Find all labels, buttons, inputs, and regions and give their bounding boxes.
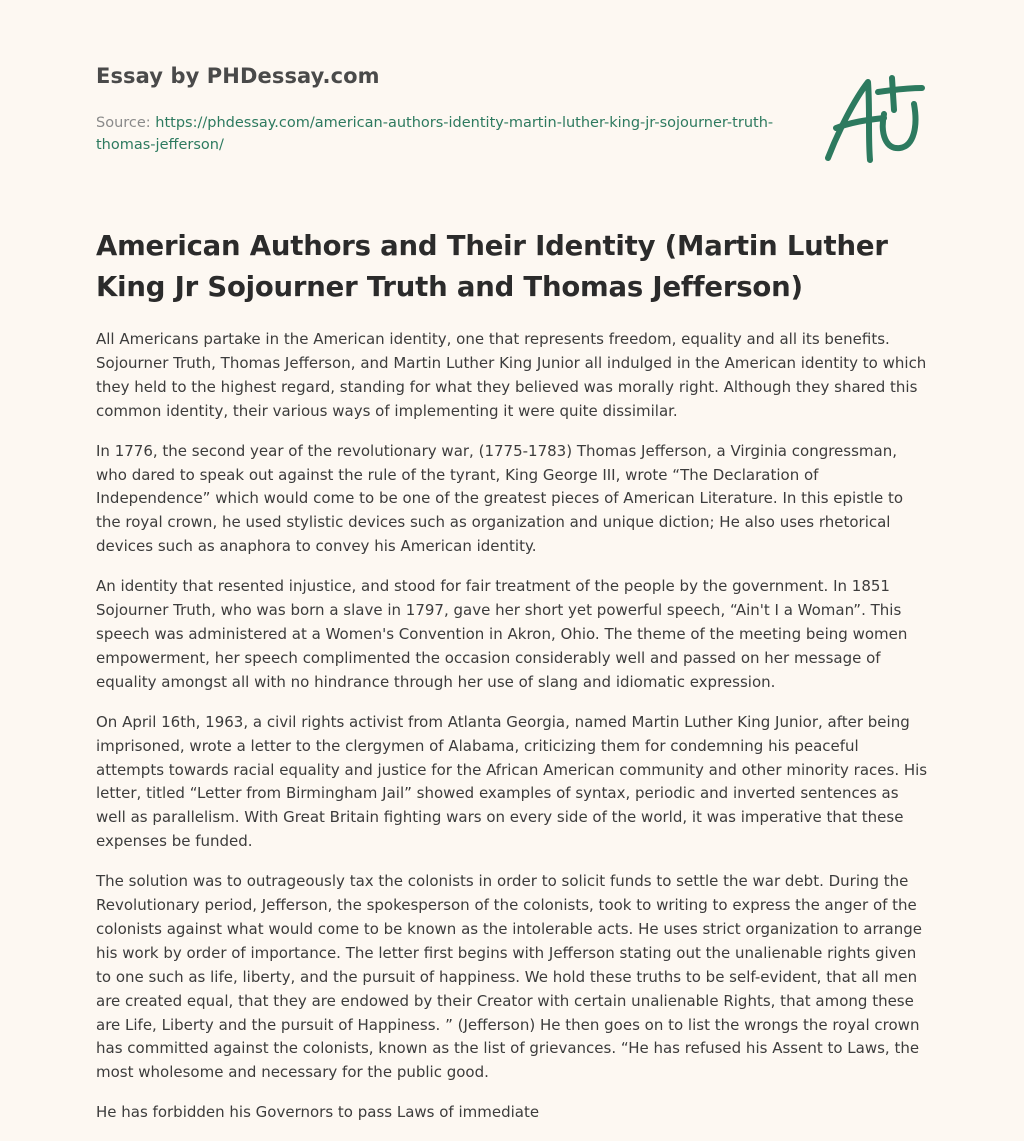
- a-plus-logo-icon: [822, 70, 926, 166]
- site-title: Essay by PHDessay.com: [96, 64, 380, 88]
- essay-page: [96, 0, 930, 1122]
- source-line: [96, 112, 776, 156]
- source-link[interactable]: https://phdessay.com/american-authors-identity-martin-luther-king-jr-sojourner-truth-thomas-jefferson/: [96, 115, 774, 153]
- essay-paragraph: All Americans partake in the American identity, one that represents freedom, equality and all its benefits. Sojourner Truth, Thomas Jefferson, and Martin Luther King Junior all indulged in the American identity to which they held to the highest regard, standing for what they believed was morally right. Although they shared this common identity, their various ways of implementing it were quite dissimilar.: [96, 330, 927, 420]
- essay-paragraph: He has forbidden his Governors to pass Laws of immediate: [96, 1103, 540, 1122]
- essay-title: American Authors and Their Identity (Martin Luther King Jr Sojourner Truth and Thomas Jefferson): [96, 230, 888, 303]
- source-label: Source:: [96, 115, 151, 131]
- essay-paragraph: On April 16th, 1963, a civil rights activist from Atlanta Georgia, named Martin Luther King Junior, after being imprisoned, wrote a letter to the clergymen of Alabama, criticizing them for condemning his peaceful attempts towards racial equality and justice for the African American community and other minority races. His letter, titled “Letter from Birmingham Jail” showed examples of syntax, periodic and inverted sentences as well as parallelism. With Great Britain fighting wars on every side of the world, it was imperative that these expenses be funded.: [96, 712, 928, 851]
- essay-paragraph: The solution was to outrageously tax the colonists in order to solicit funds to settle the war debt. During the Revolutionary period, Jefferson, the spokesperson of the colonists, took to writing to express the anger of the colonists against what would come to be known as the intolerable acts. He uses strict organization to arrange his work by order of importance. The letter first begins with Jefferson stating out the unalienable rights given to one such as life, liberty, and the pursuit of happiness. We hold these truths to be self-evident, that all men are created equal, that they are endowed by their Creator with certain unalienable Rights, that among these are Life, Liberty and the pursuit of Happiness. ” (Jefferson) He then goes on to list the wrongs the royal crown has committed against the colonists, known as the list of grievances. “He has refused his Assent to Laws, the most wholesome and necessary for the public good.: [96, 872, 922, 1082]
- essay-paragraph: An identity that resented injustice, and stood for fair treatment of the people by the government. In 1851 Sojourner Truth, who was born a slave in 1797, gave her short yet powerful speech, “Ain't I a Woman”. This speech was administered at a Women's Convention in Akron, Ohio. The theme of the meeting being women empowerment, her speech complimented the occasion considerably well and passed on her message of equality amongst all with no hindrance through her use of slang and idiomatic expression.: [96, 577, 908, 691]
- essay-paragraph: In 1776, the second year of the revolutionary war, (1775-1783) Thomas Jefferson, a Virginia congressman, who dared to speak out against the rule of the tyrant, King George III, wrote “The Declaration of Independence” which would come to be one of the greatest pieces of American Literature. In this epistle to the royal crown, he used stylistic devices such as organization and unique diction; He also uses rhetorical devices such as anaphora to convey his American identity.: [96, 441, 904, 556]
- page-header: [96, 0, 930, 200]
- essay-body: [96, 328, 930, 1141]
